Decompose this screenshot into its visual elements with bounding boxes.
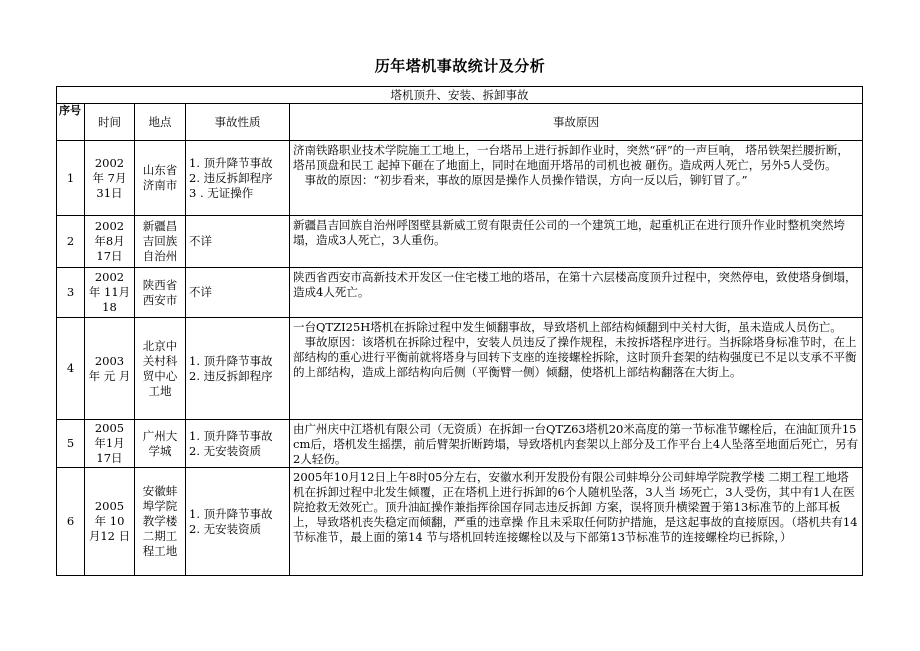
header-cause: 事故原因	[290, 104, 863, 141]
table-row	[57, 318, 863, 420]
row-nature	[186, 268, 290, 318]
row-nature	[186, 468, 290, 576]
row-place: 安徽蚌埠学院教学楼二期工程工地	[135, 468, 186, 576]
row-number: 1	[57, 141, 85, 216]
row-place: 新疆昌吉回族自治州	[135, 216, 186, 268]
row-time: 2005 年 10 月12 日	[85, 468, 135, 576]
section-heading: 塔机顶升、安装、拆卸事故	[57, 87, 863, 104]
row-time: 2002 年 7月 31日	[85, 141, 135, 216]
row-nature	[186, 216, 290, 268]
row-number: 4	[57, 318, 85, 420]
cause-wrapper	[293, 320, 859, 380]
cause-paragraph: 事故原因：该塔机在拆除过程中，安装人员违反了操作规程，未按拆塔程序进行。当拆除塔身标准节时，在上部结构的重心进行平衡前就将塔身与回转下支座的连接螺栓拆除，这时顶升套架的结构强度已不足以支承不平衡的上部结构，造成上部结构向后侧（平衡臂一侧）倾翻，使塔机上部结构翻落在大街上。	[293, 335, 857, 379]
nature-item: 1. 顶升降节事故	[189, 353, 273, 368]
table-row	[57, 216, 863, 268]
nature-item: 3 . 无证操作	[189, 185, 254, 200]
header-num: 序号	[57, 104, 85, 141]
nature-item: 1. 顶升降节事故	[189, 155, 273, 170]
row-time: 2002 年 11月18	[85, 268, 135, 318]
table-row	[57, 420, 863, 468]
row-cause	[290, 420, 863, 468]
row-place: 山东省济南市	[135, 141, 186, 216]
header-time: 时间	[85, 104, 135, 141]
row-nature	[186, 141, 290, 216]
table-body	[57, 141, 863, 576]
nature-item: 不详	[189, 234, 212, 248]
row-time: 2005 年1月 17日	[85, 420, 135, 468]
row-nature	[186, 318, 290, 420]
nature-item: 2. 违反拆卸程序	[189, 368, 273, 383]
cause-paragraph: 一台QTZI25H塔机在拆除过程中发生倾翻事故，导致塔机上部结构倾翻到中关村大街，虽未造成人员伤亡。	[293, 320, 842, 334]
row-time: 2003 年 元 月	[85, 318, 135, 420]
nature-item: 2. 违反拆卸程序	[189, 170, 273, 185]
cause-wrapper	[293, 143, 859, 188]
row-number: 2	[57, 216, 85, 268]
header-row	[57, 104, 863, 141]
accident-table	[56, 86, 863, 576]
row-number: 5	[57, 420, 85, 468]
row-place: 北京中关村科贸中心工地	[135, 318, 186, 420]
row-number: 3	[57, 268, 85, 318]
cause-paragraph: 陕西省西安市高新技术开发区一住宅楼工地的塔吊，在第十六层楼高度顶升过程中，突然停电，致使塔身倒塌，造成4人死亡。	[293, 270, 857, 299]
row-cause	[290, 468, 863, 576]
cause-wrapper	[293, 422, 859, 467]
nature-item: 2. 无安装资质	[189, 443, 262, 458]
nature-item: 1. 顶升降节事故	[189, 428, 273, 443]
header-place: 地点	[135, 104, 186, 141]
cause-paragraph: 事故的原因：“初步看来，事故的原因是操作人员操作错误，方向一反以后，铆钉冒了。”	[304, 173, 748, 187]
row-place: 陕西省西安市	[135, 268, 186, 318]
cause-paragraph: 新疆昌吉回族自治州呼图壁县新威工贸有限责任公司的一个建筑工地，起重机正在进行顶升作业时整机突然垮塌，造成3人死亡，3人重伤。	[293, 218, 845, 247]
nature-item: 不详	[189, 285, 212, 299]
row-cause	[290, 318, 863, 420]
cause-paragraph: 由广州庆中江塔机有限公司（无资质）在拆卸一台QTZ63塔机20米高度的第一节标准节螺栓后，在油缸顶升15 cm后，塔机发生摇摆，前后臂架折断跨塌，导致塔机内套架以上部分及工作平台上4人坠落至地面后死亡，另有2人轻伤。	[293, 422, 859, 466]
row-time: 2002 年8月 17日	[85, 216, 135, 268]
cause-paragraph: 济南铁路职业技术学院施工工地上，一台塔吊上进行拆卸作业时，突然“砰”的一声巨响， 塔吊铁架拦腰折断，塔吊顶盘和民工 起掉下砸在了地面上，同时在地面开塔吊的司机也被 砸伤。造成两人死亡，另外5人受伤。	[293, 143, 849, 172]
row-cause	[290, 141, 863, 216]
table-row	[57, 141, 863, 216]
row-place: 广州大学城	[135, 420, 186, 468]
row-cause	[290, 268, 863, 318]
table-row	[57, 468, 863, 576]
cause-wrapper	[293, 270, 859, 300]
cause-wrapper	[293, 218, 859, 248]
table-row	[57, 268, 863, 318]
nature-item: 2. 无安装资质	[189, 521, 262, 536]
cause-wrapper	[293, 470, 859, 545]
page-title: 历年塔机事故统计及分析	[374, 57, 546, 75]
header-nature: 事故性质	[186, 104, 290, 141]
row-nature	[186, 420, 290, 468]
row-number: 6	[57, 468, 85, 576]
nature-item: 1. 顶升降节事故	[189, 506, 273, 521]
cause-paragraph: 2005年10月12日上午8时05分左右，安徽水利开发股份有限公司蚌埠分公司蚌埠学院教学楼 二期工程工地塔机在拆卸过程中北发生倾覆，正在塔机上进行拆卸的6个人随机坠落，3人当 场死亡，3人受伤，其中有1人在医院抢救无效死亡。顶升油缸操作兼指挥徐国存同志违反拆卸 方案，误将顶升横梁置于第13标准节的上部耳板上，导致塔机丧失稳定而倾翻，严重的违章操 作且未采取任何防护措施，是这起事故的直接原因。（塔机共有14节标准节，最上面的第14 节与塔机回转连接螺栓以及与下部第13节标准节的连接螺栓均已拆除，）	[293, 470, 858, 544]
row-cause	[290, 216, 863, 268]
